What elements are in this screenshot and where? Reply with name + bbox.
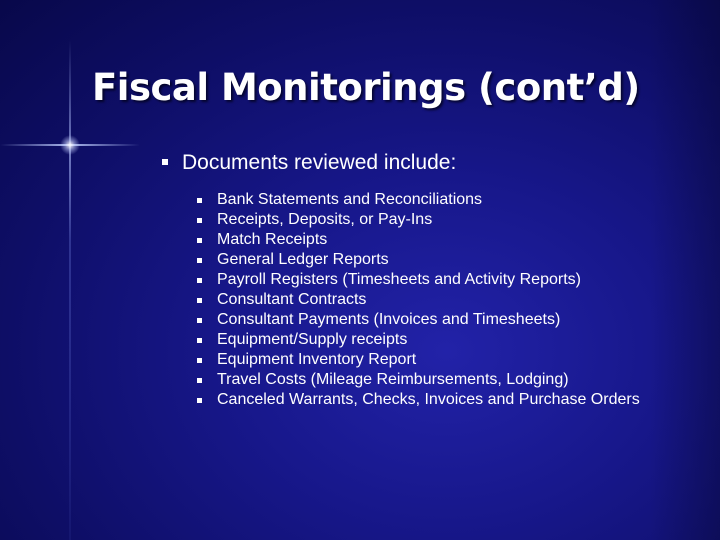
list-item [197,309,677,329]
bullet-square-icon [197,378,202,383]
list-item [197,389,677,409]
list-item-text: Consultant Payments (Invoices and Timesheets) [217,311,561,328]
list-item [197,209,677,229]
list-item [197,189,677,209]
bullet-square-icon [197,398,202,403]
bullet-square-icon [197,258,202,263]
list-item-text: Equipment/Supply receipts [217,331,408,348]
list-item-text: Consultant Contracts [217,291,367,308]
bullet-square-icon [197,298,202,303]
bullet-square-icon [162,159,168,165]
bullet-square-icon [197,338,202,343]
list-item [197,269,677,289]
bullet-square-icon [197,198,202,203]
bullet-square-icon [197,278,202,283]
slide-title: Fiscal Monitorings (cont’d) [92,66,640,109]
list-item-text: Receipts, Deposits, or Pay-Ins [217,211,433,228]
sub-bullet-list [197,189,677,409]
list-item-text: General Ledger Reports [217,251,389,268]
bullet-square-icon [197,238,202,243]
list-item [197,349,677,369]
list-item-text: Travel Costs (Mileage Reimbursements, Lodging) [217,371,569,388]
list-item [197,329,677,349]
star-glow [60,135,80,155]
bullet-square-icon [197,218,202,223]
list-item-text: Bank Statements and Reconciliations [217,191,483,208]
list-item-text: Canceled Warrants, Checks, Invoices and Purchase Orders [217,391,640,408]
bullet-square-icon [197,318,202,323]
list-item-text: Match Receipts [217,231,328,248]
list-item [197,229,677,249]
list-item [197,369,677,389]
list-item [197,249,677,269]
list-item [197,289,677,309]
list-item-text: Payroll Registers (Timesheets and Activity Reports) [217,271,581,288]
main-bullet-text: Documents reviewed include: [182,151,457,174]
main-bullet [162,151,456,175]
list-item-text: Equipment Inventory Report [217,351,417,368]
star-decoration-vertical [69,40,71,540]
bullet-square-icon [197,358,202,363]
